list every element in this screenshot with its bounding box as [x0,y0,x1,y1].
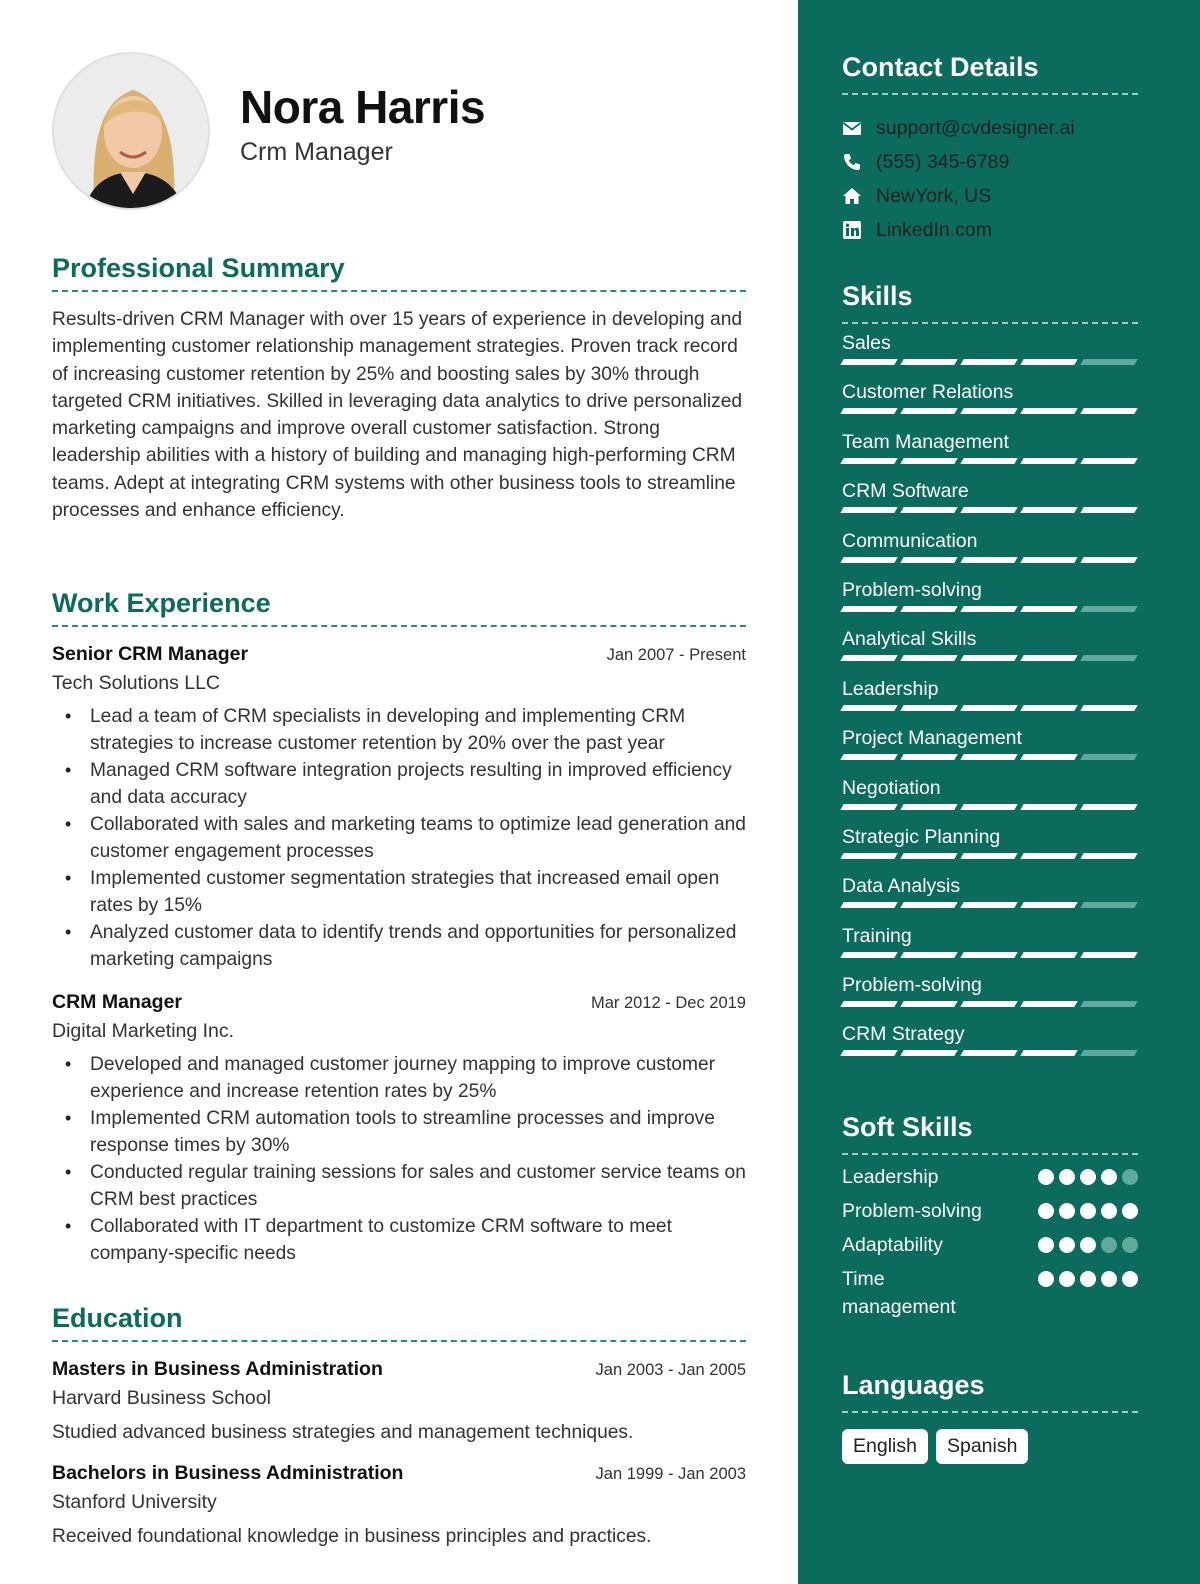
skill-level-segment [840,557,897,563]
skill-level-segment [840,606,897,612]
skill-name: Project Management [842,727,1022,750]
skill-level-segment [1080,1001,1137,1007]
soft-skill-name: Adaptability [842,1234,943,1256]
rating-dot [1122,1169,1138,1185]
languages-section [842,1370,1138,1464]
soft-skill-rating [1038,1231,1138,1253]
skill-level-segment [900,507,957,513]
skill-level-bar [842,655,1138,661]
education-description: Studied advanced business strategies and management techniques. [52,1422,634,1443]
skill-level-segment [840,705,897,711]
list-item: • Implemented CRM automation tools to streamline processes and improve response times by 30% [52,1105,746,1159]
skill-level-segment [1020,1001,1077,1007]
skill-level-segment [840,359,897,365]
skill-item [842,719,1138,768]
skill-level-segment [960,359,1017,365]
school: Stanford University [52,1491,217,1513]
skill-item [842,620,1138,669]
skill-level-segment [1020,952,1077,958]
rating-dot [1059,1169,1075,1185]
skill-item [842,324,1138,373]
skill-level-segment [1020,606,1077,612]
soft-skills-section [842,1112,1138,1321]
education-section [52,1303,746,1548]
experience-section [52,588,746,1267]
education-date: Jan 1999 - Jan 2003 [595,1465,746,1483]
skill-level-bar [842,1001,1138,1007]
summary-section [52,253,746,524]
skill-level-segment [900,952,957,958]
skill-level-segment [1080,804,1137,810]
profile-photo [54,54,210,210]
rating-dot [1101,1203,1117,1219]
skill-name: Sales [842,332,891,354]
skill-name: Analytical Skills [842,628,977,651]
skill-level-segment [840,507,897,513]
skill-level-segment [1020,507,1077,513]
skill-level-segment [1080,606,1137,612]
skill-level-segment [960,1001,1017,1007]
rating-dot [1080,1203,1096,1219]
job-title: Senior CRM Manager [52,643,249,665]
list-item: • Collaborated with IT department to customize CRM software to meet company-specific needs [52,1213,746,1267]
skill-level-bar [842,507,1138,513]
skills-heading: Skills [842,281,1138,324]
skill-level-bar [842,804,1138,810]
skill-name: CRM Strategy [842,1023,965,1046]
skill-level-segment [1020,359,1077,365]
skill-level-segment [960,606,1017,612]
education-entry [52,1462,746,1548]
summary-text: Results-driven CRM Manager with over 15 years of experience in developing and implementing customer relationship management strategies. Proven track record of increasing customer retention by 25% and boosting sales by 30% through targeted CRM initiatives. Skilled in leveraging data analytics to drive personalized marketing campaigns and improve overall customer satisfaction. Strong leadership abilities with a history of building and managing high-performing CRM teams. Adept at integrating CRM systems with other business tools to streamline processes and enhance efficiency. [52,309,743,522]
rating-dot [1080,1237,1096,1253]
soft-skill-name: Leadership [842,1166,939,1188]
skill-level-segment [900,754,957,760]
skill-level-segment [960,705,1017,711]
rating-dot [1080,1271,1096,1287]
skill-name: Training [842,924,912,947]
skill-item [842,670,1138,719]
rating-dot [1059,1271,1075,1287]
skill-level-segment [900,804,957,810]
skill-level-segment [1080,408,1137,414]
list-item: • Collaborated with sales and marketing teams to optimize lead generation and customer engagement processes [52,811,746,865]
skill-level-segment [1080,458,1137,464]
skill-level-bar [842,705,1138,711]
skill-level-bar [842,1050,1138,1056]
skill-level-segment [1080,705,1137,711]
contact-phone[interactable] [842,145,1138,179]
job-title: CRM Manager [52,991,183,1013]
skill-item [842,1015,1138,1064]
skill-level-segment [1080,853,1137,859]
rating-dot [1038,1169,1054,1185]
skill-name: Data Analysis [842,875,961,898]
skill-level-bar [842,557,1138,563]
skill-level-segment [900,705,957,711]
soft-skill-rating [1038,1265,1138,1287]
skill-level-segment [840,655,897,661]
skill-level-segment [1080,655,1137,661]
skill-level-segment [840,408,897,414]
soft-skill-rating [1038,1197,1138,1219]
skill-item [842,966,1138,1015]
skill-level-segment [1020,1050,1077,1056]
skill-level-segment [840,952,897,958]
skill-level-segment [840,754,897,760]
skill-level-segment [840,1050,897,1056]
rating-dot [1059,1203,1075,1219]
skill-level-segment [900,1001,957,1007]
list-item: • Developed and managed customer journey mapping to improve customer experience and increase retention rates by 25% [52,1051,746,1105]
skill-level-segment [900,902,957,908]
skill-level-segment [1080,952,1137,958]
skill-name: Problem-solving [842,974,982,997]
rating-dot [1038,1203,1054,1219]
summary-heading: Professional Summary [52,253,746,292]
skill-level-segment [1080,1050,1137,1056]
skill-level-segment [960,804,1017,810]
language-tag: Spanish [936,1429,1028,1464]
job-bullets [52,1051,746,1267]
skill-level-segment [1020,458,1077,464]
skill-level-segment [900,359,957,365]
skill-level-segment [1020,804,1077,810]
skill-name: Negotiation [842,776,941,799]
candidate-name: Nora Harris [240,81,486,133]
rating-dot [1101,1271,1117,1287]
rating-dot [1122,1237,1138,1253]
skill-name: Communication [842,529,978,552]
list-item: • Implemented customer segmentation strategies that increased email open rates by 15% [52,865,746,919]
skill-item [842,818,1138,867]
skill-level-segment [1080,359,1137,365]
rating-dot [1101,1237,1117,1253]
degree: Bachelors in Business Administration [52,1462,404,1484]
job-entry [52,991,746,1267]
envelope-icon [842,118,862,138]
home-icon [842,186,862,206]
skill-level-bar [842,902,1138,908]
soft-skill-rating [1038,1163,1138,1185]
soft-skill-item [842,1163,1138,1191]
skill-level-segment [960,902,1017,908]
experience-heading: Work Experience [52,588,746,627]
school: Harvard Business School [52,1387,271,1409]
skill-level-segment [960,655,1017,661]
skill-level-bar [842,754,1138,760]
rating-dot [1038,1271,1054,1287]
skill-level-bar [842,853,1138,859]
skill-item [842,769,1138,818]
soft-skill-name: Time management [842,1268,956,1318]
soft-skill-item [842,1231,1138,1259]
skill-name: Strategic Planning [842,825,1001,848]
skill-level-segment [1080,902,1137,908]
skill-level-segment [900,853,957,859]
location-text: NewYork, US [876,184,992,207]
skill-level-segment [840,902,897,908]
list-item: • Analyzed customer data to identify trends and opportunities for personalized marketing campaigns [52,919,746,973]
skill-level-segment [1020,557,1077,563]
skill-level-segment [960,1050,1017,1056]
skill-level-bar [842,952,1138,958]
skill-level-segment [960,952,1017,958]
skill-name: Leadership [842,677,939,700]
skill-item [842,373,1138,422]
skills-section [842,281,1138,1065]
job-date: Jan 2007 - Present [606,646,746,664]
soft-skills-heading: Soft Skills [842,1112,1138,1155]
skill-level-segment [960,408,1017,414]
skill-level-segment [1080,507,1137,513]
soft-skill-item [842,1197,1138,1225]
contact-location [842,179,1138,213]
language-tag: English [842,1429,928,1464]
avatar [52,52,210,210]
education-entry [52,1358,746,1444]
education-date: Jan 2003 - Jan 2005 [595,1361,746,1379]
skill-level-segment [1020,754,1077,760]
skill-level-segment [960,458,1017,464]
list-item: • Lead a team of CRM specialists in developing and implementing CRM strategies to increase customer retention by 20% over the past year [52,703,746,757]
skill-name: Customer Relations [842,381,1014,404]
skill-level-segment [840,853,897,859]
skill-level-segment [900,655,957,661]
skill-level-segment [1020,853,1077,859]
skill-name: Team Management [842,430,1009,453]
education-description: Received foundational knowledge in business principles and practices. [52,1526,652,1547]
skill-item [842,571,1138,620]
languages-list [842,1429,1138,1464]
rating-dot [1038,1237,1054,1253]
skill-level-segment [960,507,1017,513]
contact-email[interactable] [842,111,1138,145]
contact-heading: Contact Details [842,52,1138,95]
skill-level-segment [900,408,957,414]
skill-level-segment [1020,705,1077,711]
rating-dot [1101,1169,1117,1185]
skill-level-segment [1080,557,1137,563]
skill-level-segment [1020,655,1077,661]
rating-dot [1122,1271,1138,1287]
skill-level-segment [840,458,897,464]
rating-dot [1059,1237,1075,1253]
skills-list [842,324,1138,1065]
skill-level-segment [840,804,897,810]
soft-skill-item [842,1265,1138,1321]
skill-item [842,917,1138,966]
list-item: • Managed CRM software integration projects resulting in improved efficiency and data accuracy [52,757,746,811]
rating-dot [1080,1169,1096,1185]
email-text: support@cvdesigner.ai [876,116,1075,139]
skill-level-segment [960,754,1017,760]
degree: Masters in Business Administration [52,1358,383,1380]
skill-level-segment [960,557,1017,563]
skill-level-segment [1020,408,1077,414]
job-bullets [52,703,746,973]
linkedin-icon [842,220,862,240]
skill-level-bar [842,408,1138,414]
phone-text: (555) 345-6789 [876,150,1010,173]
contact-linkedin[interactable] [842,213,1138,247]
skill-level-segment [900,606,957,612]
contact-section [842,52,1138,247]
job-company: Tech Solutions LLC [52,672,221,694]
skill-name: CRM Software [842,480,969,503]
candidate-title: Crm Manager [240,138,393,166]
skill-level-segment [900,458,957,464]
skill-level-segment [960,853,1017,859]
skill-level-bar [842,606,1138,612]
skill-name: Problem-solving [842,578,982,601]
skill-level-bar [842,458,1138,464]
phone-icon [842,152,862,172]
job-company: Digital Marketing Inc. [52,1020,235,1042]
rating-dot [1122,1203,1138,1219]
education-heading: Education [52,1303,746,1342]
skill-level-segment [1080,754,1137,760]
list-item: • Conducted regular training sessions for sales and customer service teams on CRM best practices [52,1159,746,1213]
job-date: Mar 2012 - Dec 2019 [590,994,746,1012]
skill-item [842,522,1138,571]
skill-item [842,423,1138,472]
skill-item [842,472,1138,521]
skill-item [842,867,1138,916]
skill-level-segment [1020,902,1077,908]
skill-level-segment [840,1001,897,1007]
resume-header [52,52,752,212]
soft-skill-name: Problem-solving [842,1200,982,1222]
skill-level-segment [900,557,957,563]
skill-level-segment [900,1050,957,1056]
linkedin-text: LinkedIn.com [876,218,992,241]
skill-level-bar [842,359,1138,365]
job-entry [52,643,746,973]
languages-heading: Languages [842,1370,1138,1413]
soft-skills-list [842,1163,1138,1321]
